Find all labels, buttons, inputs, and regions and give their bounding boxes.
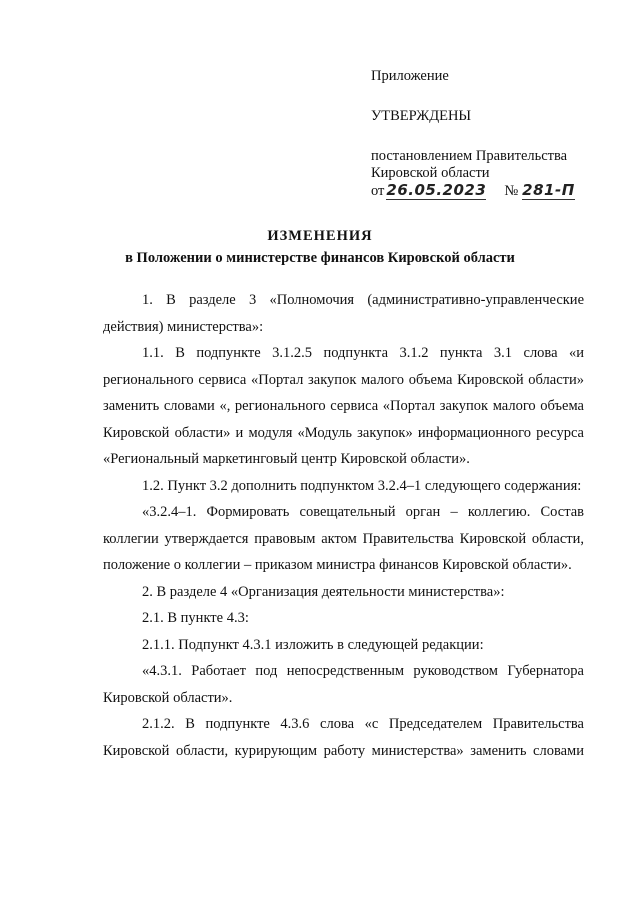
paragraph-2-1-1: 2.1.1. Подпункт 4.3.1 изложить в следующей редакции: xyxy=(142,636,484,653)
paragraph-1-2: 1.2. Пункт 3.2 дополнить подпунктом 3.2.4–1 следующего содержания: xyxy=(142,477,582,494)
paragraph-quote-3-2-4-1: «3.2.4–1. Формировать совещательный орган – коллегию. Состав коллегии утверждается правовым актом Правительства Кировской области, положение о коллегии – приказом министра финансов Кировской области». xyxy=(103,504,584,573)
resolution-line-2: Кировской области xyxy=(371,165,490,181)
paragraph-1: 1. В разделе 3 «Полномочия (административно-управленческие действия) министерства»: xyxy=(103,292,584,335)
document-title: ИЗМЕНЕНИЯ xyxy=(267,228,373,244)
paragraph-2-1-2: 2.1.2. В подпункте 4.3.6 слова «с Председателем Правительства Кировской области, курирующим работу министерства» заменить словами xyxy=(103,716,584,759)
paragraph-1-1: 1.1. В подпункте 3.1.2.5 подпункта 3.1.2 пункта 3.1 слова «и регионального сервиса «Портал закупок малого объема Кировской области» заменить словами «, регионального сервиса «Портал закупок малого объема Кировской области» и модуля «Модуль закупок» информационного ресурса «Региональный маркетинговый центр Кировской области». xyxy=(103,345,584,467)
approved-label: УТВЕРЖДЕНЫ xyxy=(371,108,472,124)
appendix-label: Приложение xyxy=(371,68,449,84)
document-title-block xyxy=(0,227,640,267)
number-sign: № xyxy=(504,183,519,199)
paragraph-2-1: 2.1. В пункте 4.3: xyxy=(142,610,249,626)
handwritten-date: 26.05.2023 xyxy=(386,181,487,199)
document-subtitle: в Положении о министерстве финансов Кировской области xyxy=(125,250,515,266)
document-body xyxy=(103,287,584,764)
resolution-line-1: постановлением Правительства xyxy=(371,148,568,164)
paragraph-2: 2. В разделе 4 «Организация деятельности министерства»: xyxy=(142,583,505,600)
date-number-row xyxy=(371,182,575,200)
date-prefix: от xyxy=(371,183,385,199)
handwritten-number: 281-П xyxy=(522,181,575,199)
appendix-header xyxy=(371,68,575,200)
paragraph-quote-4-3-1: «4.3.1. Работает под непосредственным руководством Губернатора Кировской области». xyxy=(103,663,584,706)
